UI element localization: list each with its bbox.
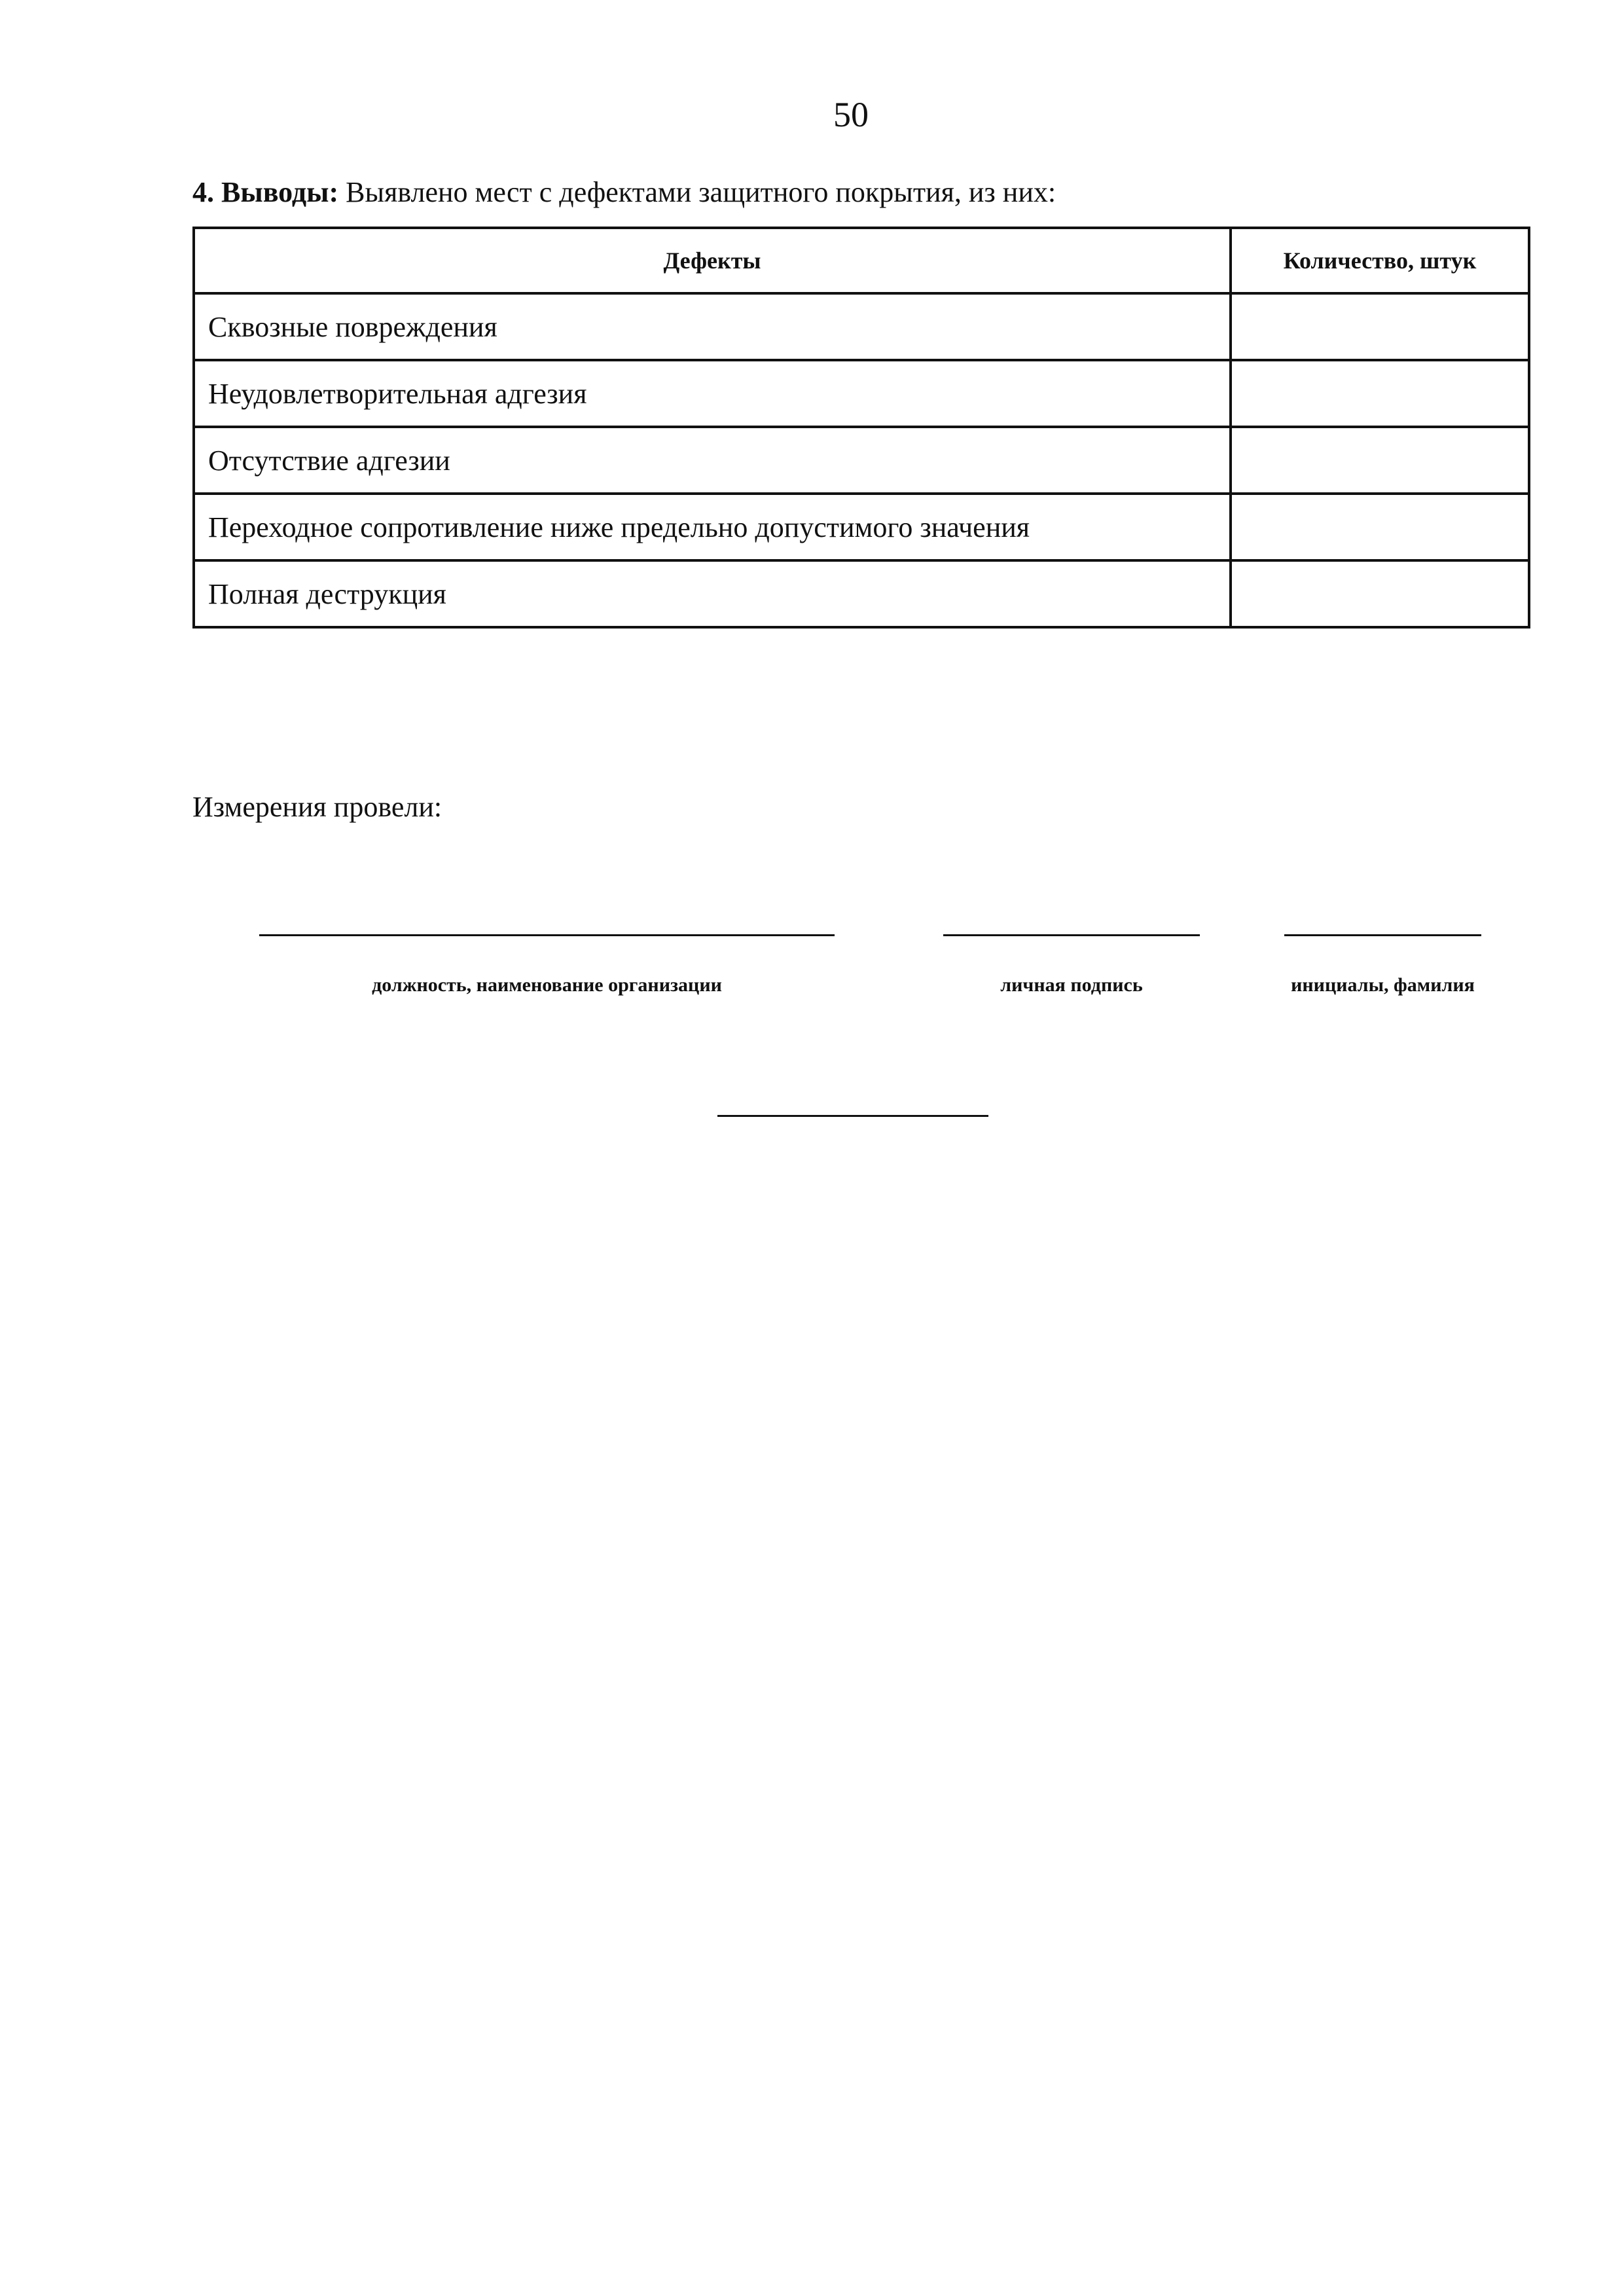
defects-table xyxy=(192,227,1530,629)
count-cell xyxy=(1231,293,1529,360)
position-caption: должность, наименование организации xyxy=(372,974,722,996)
conclusion-text: Выявлено мест с дефектами защитного покрытия, из них: xyxy=(338,176,1056,208)
table-header-row xyxy=(194,228,1529,293)
position-signature-line xyxy=(259,934,835,936)
defect-cell: Сквозные повреждения xyxy=(194,293,1231,360)
signature-caption: личная подпись xyxy=(1000,974,1143,996)
header-defects: Дефекты xyxy=(194,228,1231,293)
table-row xyxy=(194,427,1529,494)
table-row xyxy=(194,293,1529,360)
conclusion-heading: 4. Выводы: xyxy=(192,176,339,208)
defect-cell: Неудовлетворительная адгезия xyxy=(194,360,1231,427)
name-signature-line xyxy=(1284,934,1481,936)
measurements-label: Измерения провели: xyxy=(192,791,442,823)
conclusion-paragraph xyxy=(192,175,1056,210)
table-row xyxy=(194,360,1529,427)
count-cell xyxy=(1231,427,1529,494)
page-number: 50 xyxy=(833,95,869,134)
count-cell xyxy=(1231,560,1529,627)
table-row xyxy=(194,560,1529,627)
defect-cell: Переходное сопротивление ниже предельно допустимого значения xyxy=(194,494,1231,560)
count-cell xyxy=(1231,494,1529,560)
header-count: Количество, штук xyxy=(1231,228,1529,293)
defect-cell: Отсутствие адгезии xyxy=(194,427,1231,494)
end-divider xyxy=(717,1115,988,1117)
table-row xyxy=(194,494,1529,560)
name-caption: инициалы, фамилия xyxy=(1291,974,1475,996)
count-cell xyxy=(1231,360,1529,427)
signature-line xyxy=(943,934,1200,936)
defect-cell: Полная деструкция xyxy=(194,560,1231,627)
